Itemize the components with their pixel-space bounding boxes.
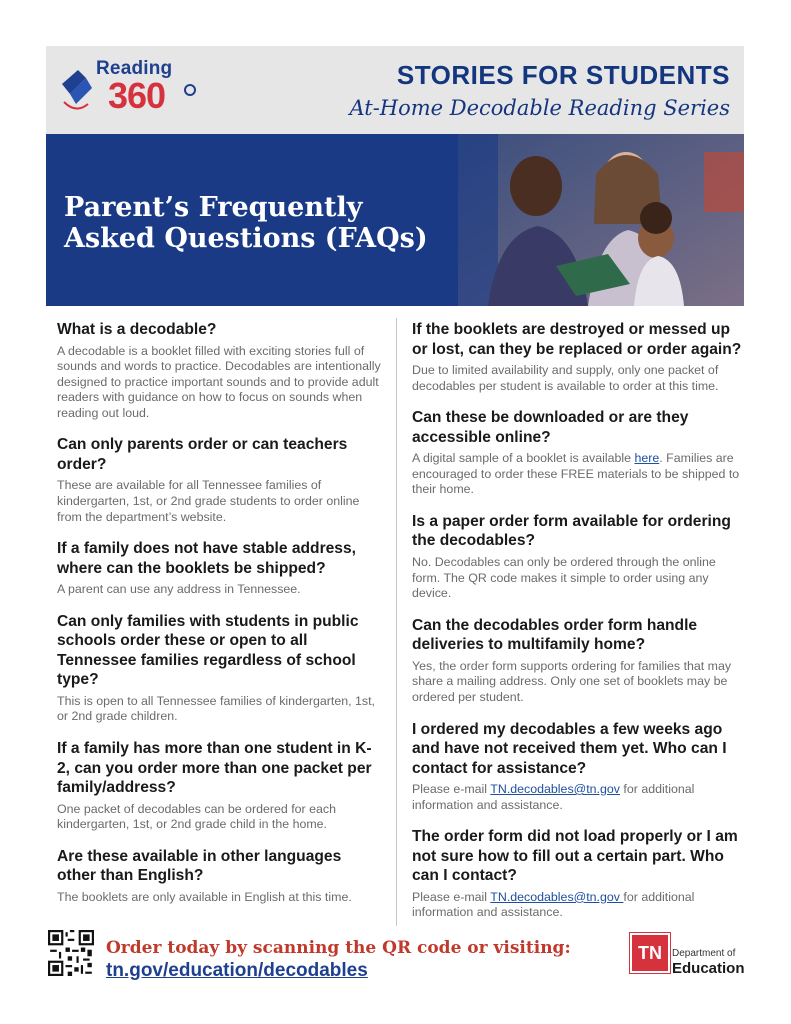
faq-question: If the booklets are destroyed or messed up or lost, can they be replaced or order again? [412,321,742,358]
order-call-to-action: Order today by scanning the QR code or visiting: [106,938,571,958]
faq-question: What is a decodable? [57,321,217,338]
sample-booklet-link[interactable]: here [634,451,660,466]
faq-question: Can the decodables order form handle deliveries to multifamily home? [412,616,698,654]
hero-banner [46,134,744,306]
logo-number: 360 [108,75,166,116]
order-website-link[interactable]: tn.gov/education/decodables [106,960,368,981]
faq-question: If a family does not have stable address, where can the booklets be shipped? [57,540,356,577]
faq-answer: One packet of decodables can be ordered for each kindergarten, 1st, or 2nd grade child in the home. [57,801,336,832]
faq-answer: This is open to all Tennessee families of kindergarten, 1st, or 2nd grade children. [57,693,375,724]
faq-question: Can only families with students in public schools order these or open to all Tennessee families regardless of school type? [57,612,359,689]
qr-code-icon[interactable] [48,930,94,976]
faq-answer: A parent can use any address in Tennessee. [57,582,301,597]
email-link[interactable]: TN.decodables@tn.gov [490,889,624,904]
faq-answer: These are available for all Tennessee families of kindergarten, 1st, or 2nd grade students to order online from the department’s website. [57,478,360,524]
faq-answer-text: . Families are encouraged to order these FREE materials to be shipped to their home. [412,451,740,497]
faq-item [57,435,381,525]
logo-word: Reading [96,58,173,79]
email-link[interactable]: TN.decodables@tn.gov [490,782,620,797]
faq-item [57,847,381,906]
faq-item [57,320,381,421]
faq-answer: Due to limited availability and supply, only one packet of decodables per student is available to order at this time. [412,363,719,393]
faq-answer-text: Please e-mail [412,889,491,904]
faq-answer [412,451,742,498]
faq-item [57,739,381,833]
faq-item [412,720,742,814]
education-label: Education [672,960,745,977]
faq-question: Can only parents order or can teachers order? [57,436,348,473]
faq-item [57,612,381,725]
page-title-line-1: Parent’s Frequently [64,192,363,223]
faq-item [57,539,381,598]
faq-answer: The booklets are only available in English at this time. [57,889,352,904]
faq-item [412,320,742,394]
faq-item [412,616,742,706]
faq-column-left [57,320,381,919]
reading-360-logo [58,56,198,128]
faq-question: Is a paper order form available for ordering the decodables? [412,512,731,550]
faq-answer-text: Please e-mail [412,782,491,797]
header-band [46,46,744,134]
faq-answer [412,782,742,813]
tn-logo: TN [630,933,670,973]
star-badge-icon [184,84,196,96]
page-title-line-2: Asked Questions (FAQs) [64,223,428,254]
faq-answer: Yes, the order form supports ordering for families that may share a mailing address. Only one set of booklets may be ordered per student. [412,658,732,704]
faq-question: The order form did not load properly or I am not sure how to fill out a certain part. Who can I contact? [412,828,738,885]
faq-answer [412,890,742,921]
faq-question: If a family has more than one student in K-2, can you order more than one packet per family/address? [57,740,372,797]
faq-answer-text: for additional information and assistance. [412,782,695,812]
faq-answer: No. Decodables can only be ordered through the online form. The QR code makes it simple to order using any device. [412,554,716,601]
faq-question: Can these be downloaded or are they accessible online? [412,409,689,446]
faq-item [412,408,742,498]
page-title [64,192,444,254]
department-label: Department of [672,948,736,959]
book-icon [58,62,98,112]
faq-question: I ordered my decodables a few weeks ago and have not received them yet. Who can I contact for assistance? [412,720,727,777]
faq-item [412,512,742,602]
faq-question: Are these available in other languages other than English? [57,847,342,885]
faq-answer-text: A digital sample of a booklet is available [412,451,635,466]
column-divider [396,318,397,926]
faq-answer: A decodable is a booklet filled with exciting stories full of sounds and words to practice. Decodables are intentionally designed to practice important sounds and to provide adult readers with guidance on how to focus on sounds when reading out loud. [57,343,381,420]
series-title: STORIES FOR STUDENTS [396,60,730,90]
family-reading-photo [458,134,744,306]
series-subtitle: At-Home Decodable Reading Series [349,96,730,120]
faq-item [412,827,742,921]
faq-answer-text: for additional information and assistance. [412,889,695,920]
faq-column-right [412,320,742,935]
